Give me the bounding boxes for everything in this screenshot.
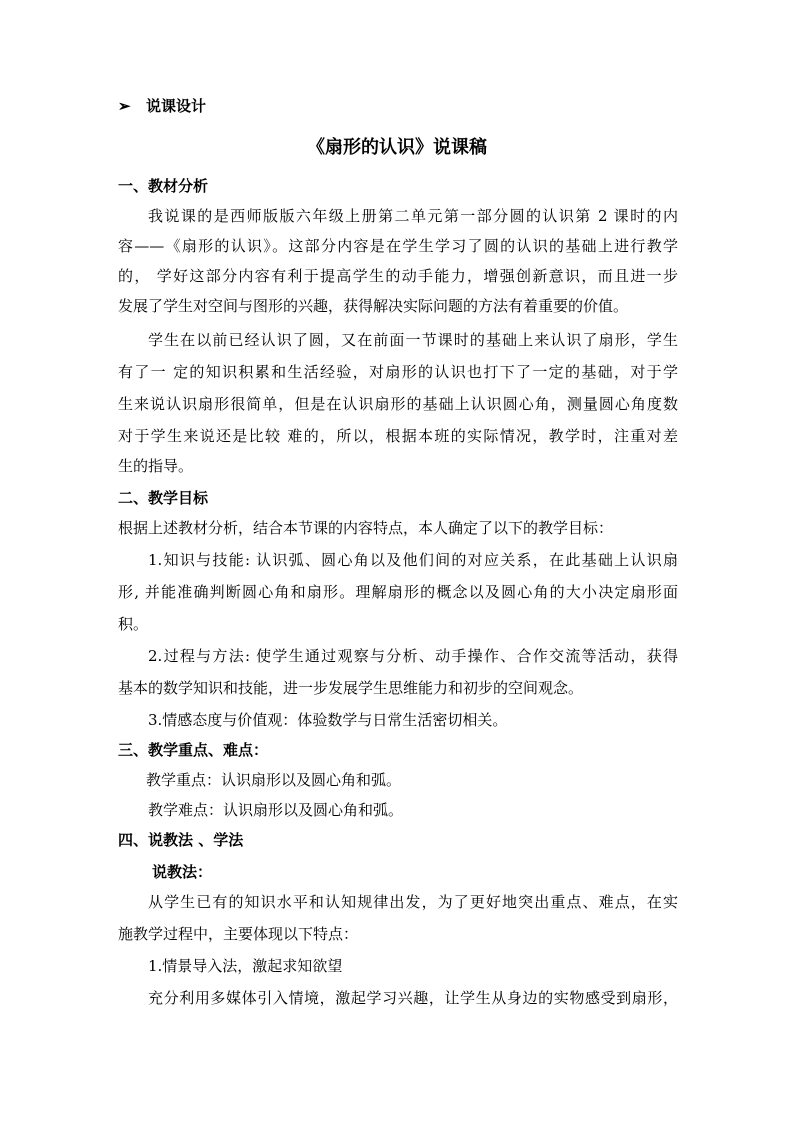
paragraph-line: 教学重点：认识扇形以及圆心角和弧。: [146, 771, 402, 789]
paragraph-line: 1.知识与技能: 认识弧、圆心角以及他们间的对应关系，在此基础上认识扇: [148, 551, 678, 569]
paragraph-line: 根据上述教材分析，结合本节课的内容特点，本人确定了以下的教学目标：: [118, 519, 614, 537]
paragraph-line: 发展了学生对空间与图形的兴趣，获得解决实际问题的方法有着重要的价值。: [118, 297, 629, 315]
paragraph-line: 有了一 定的知识积累和生活经验，对扇形的认识也打下了一定的基础，对于学: [118, 363, 678, 381]
arrow-bullet-icon: ➢: [118, 97, 131, 115]
paragraph-line: 3.情感态度与价值观：体验数学与日常生活密切相关。: [148, 711, 508, 729]
paragraph-line: 的， 学好这部分内容有利于提高学生的动手能力，增强创新意识，而且进一步: [118, 267, 678, 285]
paragraph-line: 容——《扇形的认识》。这部分内容是在学生学习了圆的认识的基础上进行教学: [118, 237, 678, 255]
heading-textbook-analysis: 一、教材分析: [118, 177, 209, 195]
heading-teaching-goals: 二、教学目标: [118, 489, 209, 507]
paragraph-line: 基本的数学知识和技能，进一步发展学生思维能力和初步的空间观念。: [118, 679, 584, 697]
paragraph-line: 教学难点：认识扇形以及圆心角和弧。: [148, 801, 404, 819]
paragraph-line: 我说课的是西师版版六年级上册第二单元第一部分圆的认识第 2 课时的内: [148, 207, 678, 225]
heading-methods: 四、说教法 、学法: [118, 831, 244, 849]
paragraph-line: 对于学生来说还是比较 难的，所以，根据本班的实际情况，教学时，注重对差: [118, 427, 678, 445]
section-header-label: 说课设计: [146, 97, 207, 115]
paragraph-line: 充分利用多媒体引入情境，激起学习兴趣，让学生从身边的实物感受到扇形，: [148, 989, 678, 1007]
paragraph-line: 积。: [118, 615, 149, 633]
paragraph-line: 2.过程与方法: 使学生通过观察与分析、动手操作、合作交流等活动，获得: [148, 647, 678, 665]
paragraph-line: 从学生已有的知识水平和认知规律出发，为了更好地突出重点、难点，在实: [148, 893, 678, 911]
paragraph-line: 施教学过程中，主要体现以下特点：: [118, 925, 359, 943]
heading-key-points: 三、教学重点、难点：: [118, 741, 269, 759]
section-header: [118, 96, 678, 116]
page-title: 《扇形的认识》说课稿: [307, 137, 487, 158]
paragraph-line: 生的指导。: [118, 457, 194, 475]
paragraph-line: 学生在以前已经认识了圆，又在前面一节课时的基础上来认识了扇形，学生: [148, 331, 678, 349]
subheading-teaching-method: 说教法：: [152, 863, 213, 881]
paragraph-line: 生来说认识扇形很简单，但是在认识扇形的基础上认识圆心角，测量圆心角度数: [118, 395, 678, 413]
paragraph-line: 形, 并能准确判断圆心角和扇形。理解扇形的概念以及圆心角的大小决定扇形面: [118, 583, 678, 601]
paragraph-line: 1.情景导入法，激起求知欲望: [148, 957, 343, 975]
